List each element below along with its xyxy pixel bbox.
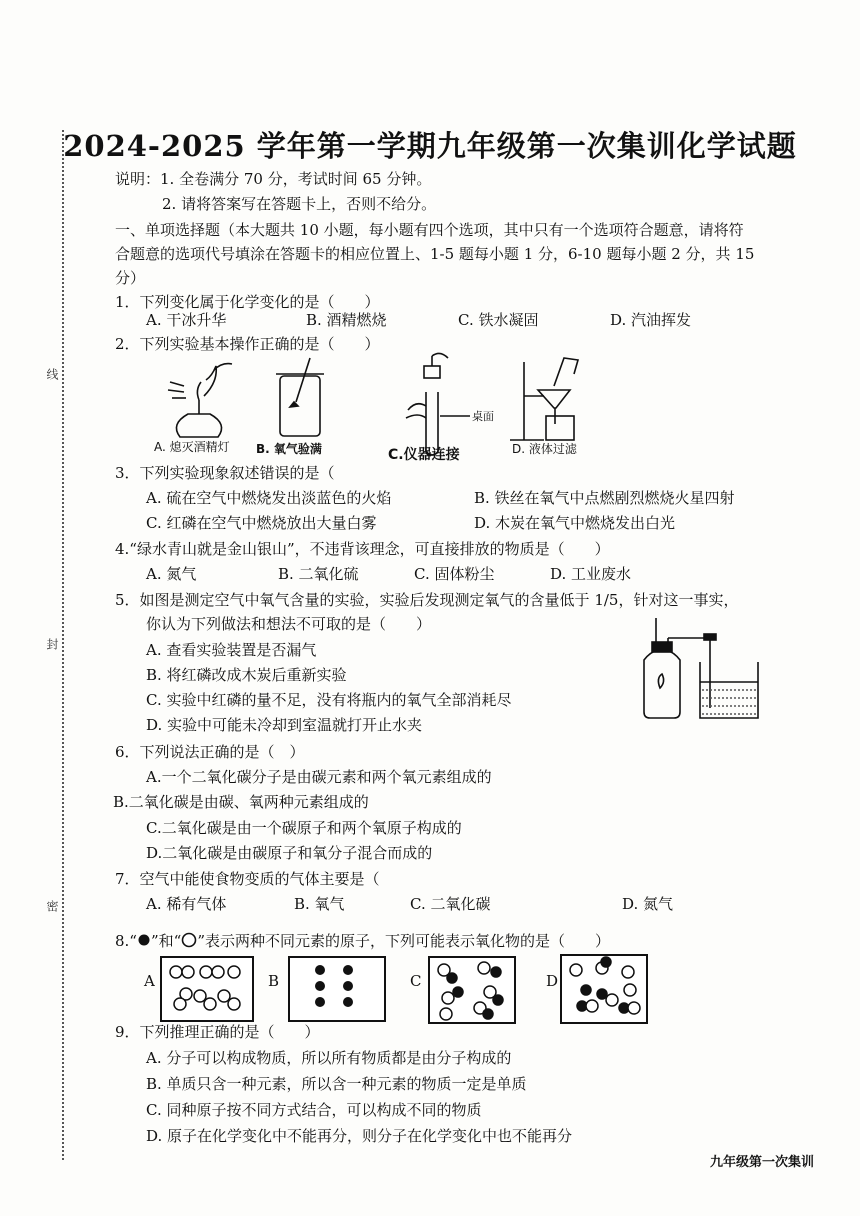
question-7-stem: 7．空气中能使食物变质的气体主要是（ — [115, 870, 380, 888]
page-footer: 九年级第一次集训 — [709, 1155, 814, 1170]
question-8-stem-part-3: ”表示两种不同元素的原子，下列可能表示氧化物的是（ ） — [197, 932, 610, 950]
question-6-option-b: B.二氧化碳是由碳、氧两种元素组成的 — [113, 793, 369, 811]
instructions-line-1: 说明：1. 全卷满分 70 分，考试时间 65 分钟。 — [115, 170, 432, 188]
question-5-option-d: D. 实验中可能未冷却到室温就打开止水夹 — [146, 716, 423, 734]
question-7-option-d: D. 氮气 — [622, 895, 674, 913]
question-8-box-a — [160, 956, 254, 1022]
question-3-option-c: C. 红磷在空气中燃烧放出大量白雾 — [146, 514, 377, 532]
figure-a-label: A. 熄灭酒精灯 — [154, 440, 230, 454]
question-7-option-b: B. 氧气 — [294, 895, 345, 913]
question-6-option-c: C.二氧化碳是由一个碳原子和两个氧原子构成的 — [146, 819, 462, 837]
question-9-option-b: B. 单质只含一种元素，所以含一种元素的物质一定是单质 — [146, 1075, 527, 1093]
figure-c-label: C.仪器连接 — [388, 447, 460, 463]
question-8-box-b-letter: B — [268, 972, 280, 990]
question-8-box-a-letter: A — [144, 972, 155, 990]
section-heading-line-2: 合题意的选项代号填涂在答题卡的相应位置上、1-5 题每小题 1 分，6-10 题每小题 2 分，共 15 — [115, 245, 755, 263]
question-8-box-d — [560, 954, 648, 1024]
question-8-stem-part-2: ”和“ — [150, 932, 182, 950]
figure-a-blowing-lamp-icon — [168, 364, 232, 437]
question-5-stem: 5．如图是测定空气中氧气含量的实验，实验后发现测定氧气的含量低于 1/5，针对这一事实， — [115, 591, 739, 609]
question-2-figures — [140, 352, 780, 462]
question-9-stem: 9．下列推理正确的是（ ） — [115, 1023, 320, 1041]
question-6-stem: 6．下列说法正确的是（ ） — [115, 743, 305, 761]
question-3-option-d: D. 木炭在氧气中燃烧发出白光 — [474, 514, 676, 532]
figure-b-gas-jar-icon — [276, 358, 324, 436]
figure-b-label: B. 氧气验满 — [256, 442, 322, 456]
question-4-option-b: B. 二氧化硫 — [278, 565, 359, 583]
question-8-stem-part-1: 8.“ — [115, 932, 137, 950]
question-8-box-c-letter: C — [410, 972, 422, 990]
figure-c-desk-label: 桌面 — [472, 410, 494, 423]
binding-dotted-line — [62, 130, 64, 1160]
question-3-stem: 3．下列实验现象叙述错误的是（ — [115, 464, 335, 482]
question-8-stem — [115, 930, 610, 951]
question-1-option-b: B. 酒精燃烧 — [306, 311, 387, 329]
question-4-option-c: C. 固体粉尘 — [414, 565, 495, 583]
question-2-stem: 2．下列实验基本操作正确的是（ ） — [115, 335, 380, 353]
question-1-option-d: D. 汽油挥发 — [610, 311, 692, 329]
question-1-stem: 1．下列变化属于化学变化的是（ ） — [115, 293, 380, 311]
question-9-option-a: A. 分子可以构成物质，所以所有物质都是由分子构成的 — [146, 1049, 512, 1067]
question-1-option-c: C. 铁水凝固 — [458, 311, 539, 329]
question-5-option-b: B. 将红磷改成木炭后重新实验 — [146, 666, 347, 684]
question-1-option-a: A. 干冰升华 — [146, 311, 227, 329]
question-3-option-b: B. 铁丝在氧气中点燃剧烈燃烧火星四射 — [474, 489, 735, 507]
question-8-box-c — [428, 956, 516, 1024]
figure-c-tube-connection-icon — [406, 353, 470, 455]
figure-d-filtration-icon — [510, 358, 578, 440]
question-6-option-a: A.一个二氧化碳分子是由碳元素和两个氧元素组成的 — [146, 768, 492, 786]
question-9-option-c: C. 同种原子按不同方式结合，可以构成不同的物质 — [146, 1101, 482, 1119]
section-heading-line-3: 分） — [115, 269, 146, 287]
exam-title: 2024-2025 学年第一学期九年级第一次集训化学试题 — [63, 129, 797, 163]
question-8-box-d-letter: D — [546, 972, 559, 990]
white-atom-icon — [181, 932, 197, 948]
question-4-option-d: D. 工业废水 — [550, 565, 632, 583]
question-4-stem: 4.“绿水青山就是金山银山”，不违背该理念，可直接排放的物质是（ ） — [115, 540, 610, 558]
figure-d-label: D. 液体过滤 — [512, 442, 577, 456]
section-heading-line-1: 一、单项选择题（本大题共 10 小题，每小题有四个选项，其中只有一个选项符合题意，请将符 — [115, 221, 744, 239]
binding-mark-line: 线 — [45, 368, 59, 380]
question-3-option-a: A. 硫在空气中燃烧发出淡蓝色的火焰 — [146, 489, 392, 507]
question-7-option-a: A. 稀有气体 — [146, 895, 227, 913]
question-6-option-d: D.二氧化碳是由碳原子和氧分子混合而成的 — [146, 844, 433, 862]
question-8-box-b — [288, 956, 386, 1022]
binding-mark-seal: 封 — [45, 638, 59, 650]
question-5-option-c: C. 实验中红磷的量不足，没有将瓶内的氧气全部消耗尽 — [146, 691, 512, 709]
question-7-option-c: C. 二氧化碳 — [410, 895, 491, 913]
black-atom-icon — [137, 933, 151, 947]
question-4-option-a: A. 氮气 — [146, 565, 197, 583]
question-9-option-d: D. 原子在化学变化中不能再分，则分子在化学变化中也不能再分 — [146, 1127, 573, 1145]
question-5-option-a: A. 查看实验装置是否漏气 — [146, 641, 317, 659]
instructions-line-2: 2. 请将答案写在答题卡上，否则不给分。 — [162, 195, 437, 213]
oxygen-content-apparatus-icon — [630, 612, 770, 722]
question-5-stem-2: 你认为下列做法和想法不可取的是（ ） — [146, 615, 432, 633]
binding-mark-secret: 密 — [45, 900, 59, 912]
